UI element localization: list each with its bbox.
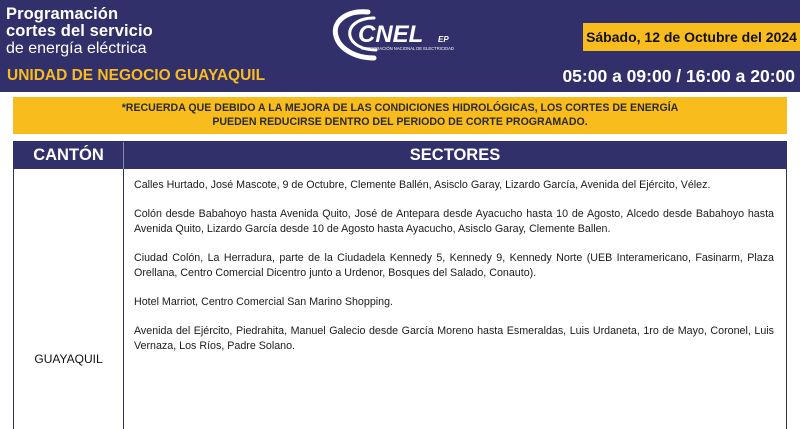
title-line-2: cortes del servicio [6, 22, 153, 40]
notice-line-1: *RECUERDA QUE DEBIDO A LA MEJORA DE LAS CONDICIONES HIDROLÓGICAS, LOS CORTES DE ENERGÍA [121, 102, 679, 114]
sector-paragraph: Ciudad Colón, La Herradura, parte de la Ciudadela Kennedy 5, Kennedy 9, Kennedy Norte (UEB Interamericano, Fasinarm, Plaza Orellana, Centro Comercial Dicentro junto a Urdenor, Bosques del Salado, Conauto). [134, 252, 774, 279]
schedule-hours: 05:00 a 09:00 / 16:00 a 20:00 [562, 66, 795, 86]
column-header-sectores: SECTORES [123, 142, 786, 169]
title-line-3: de energía eléctrica [6, 40, 147, 57]
outage-table [13, 141, 787, 429]
sector-paragraph: Calles Hurtado, José Mascote, 9 de Octubre, Clemente Ballén, Asisclo Garay, Lizardo García, Avenida del Ejército, Vélez. [134, 179, 711, 191]
table-header-row [14, 142, 786, 169]
header-banner [0, 0, 800, 92]
date-badge: Sábado, 12 de Octubre del 2024 [583, 23, 800, 51]
column-header-canton: CANTÓN [33, 146, 104, 164]
program-title [6, 6, 153, 57]
column-divider [123, 169, 124, 429]
logo-suffix: EP [438, 35, 449, 44]
title-line-1: Programación [6, 5, 119, 23]
business-unit-label: UNIDAD DE NEGOCIO GUAYAQUIL [7, 67, 266, 84]
sector-paragraph: Hotel Marriot, Centro Comercial San Marino Shopping. [134, 296, 393, 308]
sectors-cell [134, 178, 774, 368]
canton-cell: GUAYAQUIL [34, 352, 103, 366]
logo-wordmark: CNEL [358, 21, 424, 48]
notice-banner [13, 97, 787, 134]
sector-paragraph: Avenida del Ejército, Piedrahita, Manuel Galecio desde García Moreno hasta Esmeraldas, Luis Urdaneta, 1ro de Mayo, Coronel, Luis Vernaza, Los Ríos, Padre Solano. [134, 325, 774, 352]
notice-line-2: PUEDEN REDUCIRSE DENTRO DEL PERIODO DE CORTE PROGRAMADO. [212, 116, 588, 128]
logo-tagline: CORPORACIÓN NACIONAL DE ELECTRICIDAD [361, 46, 454, 51]
cnel-logo [328, 6, 476, 64]
sector-paragraph: Colón desde Babahoyo hasta Avenida Quito, José de Antepara desde Ayacucho hasta 10 de Agosto, Alcedo desde Babahoyo hasta Avenida Quito, Lizardo García desde 10 de Agosto hasta Ayacucho, Asisclo Garay, Clemente Ballen. [134, 208, 774, 235]
